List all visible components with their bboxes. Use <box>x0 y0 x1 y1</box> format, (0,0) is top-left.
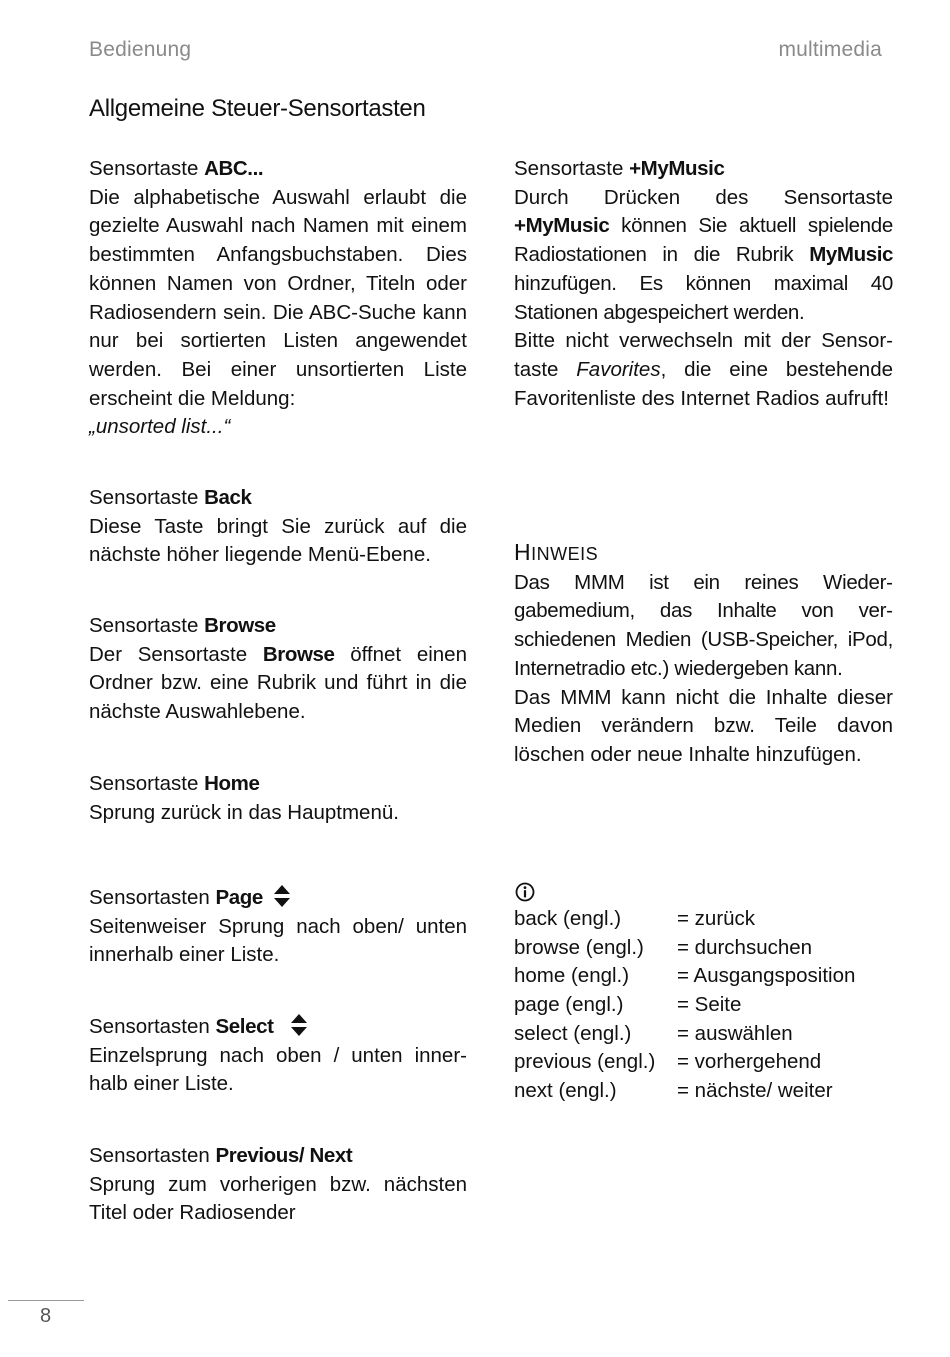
section-previous-next <box>89 1142 467 1228</box>
up-down-arrows-icon <box>290 1013 308 1037</box>
section-heading <box>89 612 467 641</box>
glossary-definition: = zurück <box>677 907 756 930</box>
page-number: 8 <box>40 1305 52 1327</box>
body-text: , die eine bestehende Favoritenliste des Internet Radios aufruft! <box>514 357 893 410</box>
glossary-definition: = durchsuchen <box>677 935 813 959</box>
heading-prefix: Sensortaste <box>89 772 205 795</box>
note-title-initial: H <box>514 539 532 565</box>
section-select <box>89 1013 467 1099</box>
glossary-definition: = nächste/ weiter <box>677 1079 833 1103</box>
note-body: Das MMM ist ein reines Wiedergabemedium, das Inhalte von verschiedenen Medien (USB-Speicher, iPod, Internetradio etc.) wiedergeben kann. <box>514 570 893 680</box>
key-name-inline: Browse <box>262 642 335 666</box>
section-heading <box>89 484 467 513</box>
section-body <box>514 327 893 413</box>
heading-prefix: Sensortaste <box>89 614 205 637</box>
glossary-term: home (engl.) <box>514 964 630 988</box>
heading-prefix: Sensortasten <box>89 886 216 909</box>
section-page <box>89 884 467 970</box>
key-name: +MyMusic <box>629 157 725 180</box>
glossary-term: previous (engl.) <box>514 1050 656 1074</box>
glossary-definition: = Seite <box>677 993 742 1017</box>
running-header-chapter: multimedia <box>778 38 882 61</box>
section-browse <box>89 612 467 727</box>
section-body: Sprung zurück in das Hauptmenü. <box>89 800 399 824</box>
error-message: „unsorted list...“ <box>89 415 231 439</box>
key-name-inline: +MyMusic <box>514 214 610 238</box>
key-name-italic: Favorites <box>576 357 661 381</box>
note-title-rest: INWEIS <box>531 544 599 564</box>
page-title: Allgemeine Steuer-Sensortasten <box>89 95 426 122</box>
key-name: Previous/ Next <box>215 1144 353 1167</box>
section-heading <box>89 1013 467 1042</box>
glossary-term: page (engl.) <box>514 993 624 1017</box>
section-home <box>89 770 467 827</box>
key-name: Home <box>204 772 260 795</box>
info-icon <box>515 882 535 902</box>
running-header-section: Bedienung <box>89 38 192 61</box>
footer-divider <box>8 1300 84 1301</box>
note-hinweis <box>514 538 893 770</box>
key-name-inline: MyMusic <box>809 243 893 267</box>
glossary-term: select (engl.) <box>514 1021 632 1045</box>
body-text: öffnet einen Ordner bzw. eine Rubrik und führt in die nächste Auswahlebene. <box>89 642 467 724</box>
glossary-definition: = vorhergehend <box>677 1050 822 1074</box>
section-body: Die alphabetische Auswahl erlaubt die gezielte Auswahl nach Namen mit einem bestimmten Anfangsbuchstaben. Dies können Namen von Ordner, Titeln oder Radiosendern sein. Die ABC-Suche kann nur bei sortierten Listen angewendet werden. Bei einer unsortierten Liste erscheint die Meldung: <box>89 185 467 410</box>
body-text: hinzufügen. Es können maximal 40 Stationen abgespeichert werden. <box>514 271 893 324</box>
section-back <box>89 484 467 570</box>
glossary-term: browse (engl.) <box>514 935 644 959</box>
section-body: Diese Taste bringt Sie zurück auf die nächste höher liegende Menü-Ebene. <box>89 514 467 567</box>
glossary-definition: = Ausgangsposition <box>677 964 856 988</box>
section-body <box>514 184 893 328</box>
heading-prefix: Sensortaste <box>514 157 630 180</box>
section-heading <box>89 770 467 799</box>
key-name: Back <box>204 486 252 509</box>
section-body: Seitenweiser Sprung nach oben/ unten innerhalb einer Liste. <box>89 914 467 967</box>
key-name: Page <box>215 886 263 909</box>
key-name: Select <box>215 1015 274 1038</box>
section-abc <box>89 155 467 442</box>
section-heading <box>89 155 467 184</box>
glossary-term: next (engl.) <box>514 1079 617 1103</box>
glossary-definition: = auswählen <box>677 1021 793 1045</box>
section-mymusic <box>514 155 893 413</box>
note-title <box>514 538 893 569</box>
section-body <box>89 641 467 727</box>
glossary-term: back (engl.) <box>514 907 622 930</box>
key-name: Browse <box>204 614 276 637</box>
heading-prefix: Sensortaste <box>89 157 205 180</box>
section-heading <box>514 155 893 184</box>
key-name: ABC... <box>204 157 264 180</box>
body-text: Bitte nicht verwechseln mit der Sensortaste <box>514 329 893 381</box>
section-heading <box>89 1142 467 1171</box>
section-heading <box>89 884 467 913</box>
note-body: Das MMM kann nicht die Inhalte dieser Medien verändern bzw. Teile davon löschen oder neue Inhalte hinzufügen. <box>514 685 893 766</box>
heading-prefix: Sensortasten <box>89 1144 216 1167</box>
up-down-arrows-icon <box>273 884 291 908</box>
heading-prefix: Sensortaste <box>89 486 205 509</box>
section-body: Einzelsprung nach oben / unten innerhalb einer Liste. <box>89 1043 467 1096</box>
body-text: Durch Drücken des Sensortaste <box>514 185 893 209</box>
section-body: Sprung zum vorherigen bzw. nächsten Titel oder Radiosender <box>89 1172 467 1225</box>
body-text: können Sie aktuell spielende Radiostationen in die Rubrik <box>514 214 893 267</box>
heading-prefix: Sensortasten <box>89 1015 216 1038</box>
body-text: Der Sensortaste <box>89 642 263 666</box>
